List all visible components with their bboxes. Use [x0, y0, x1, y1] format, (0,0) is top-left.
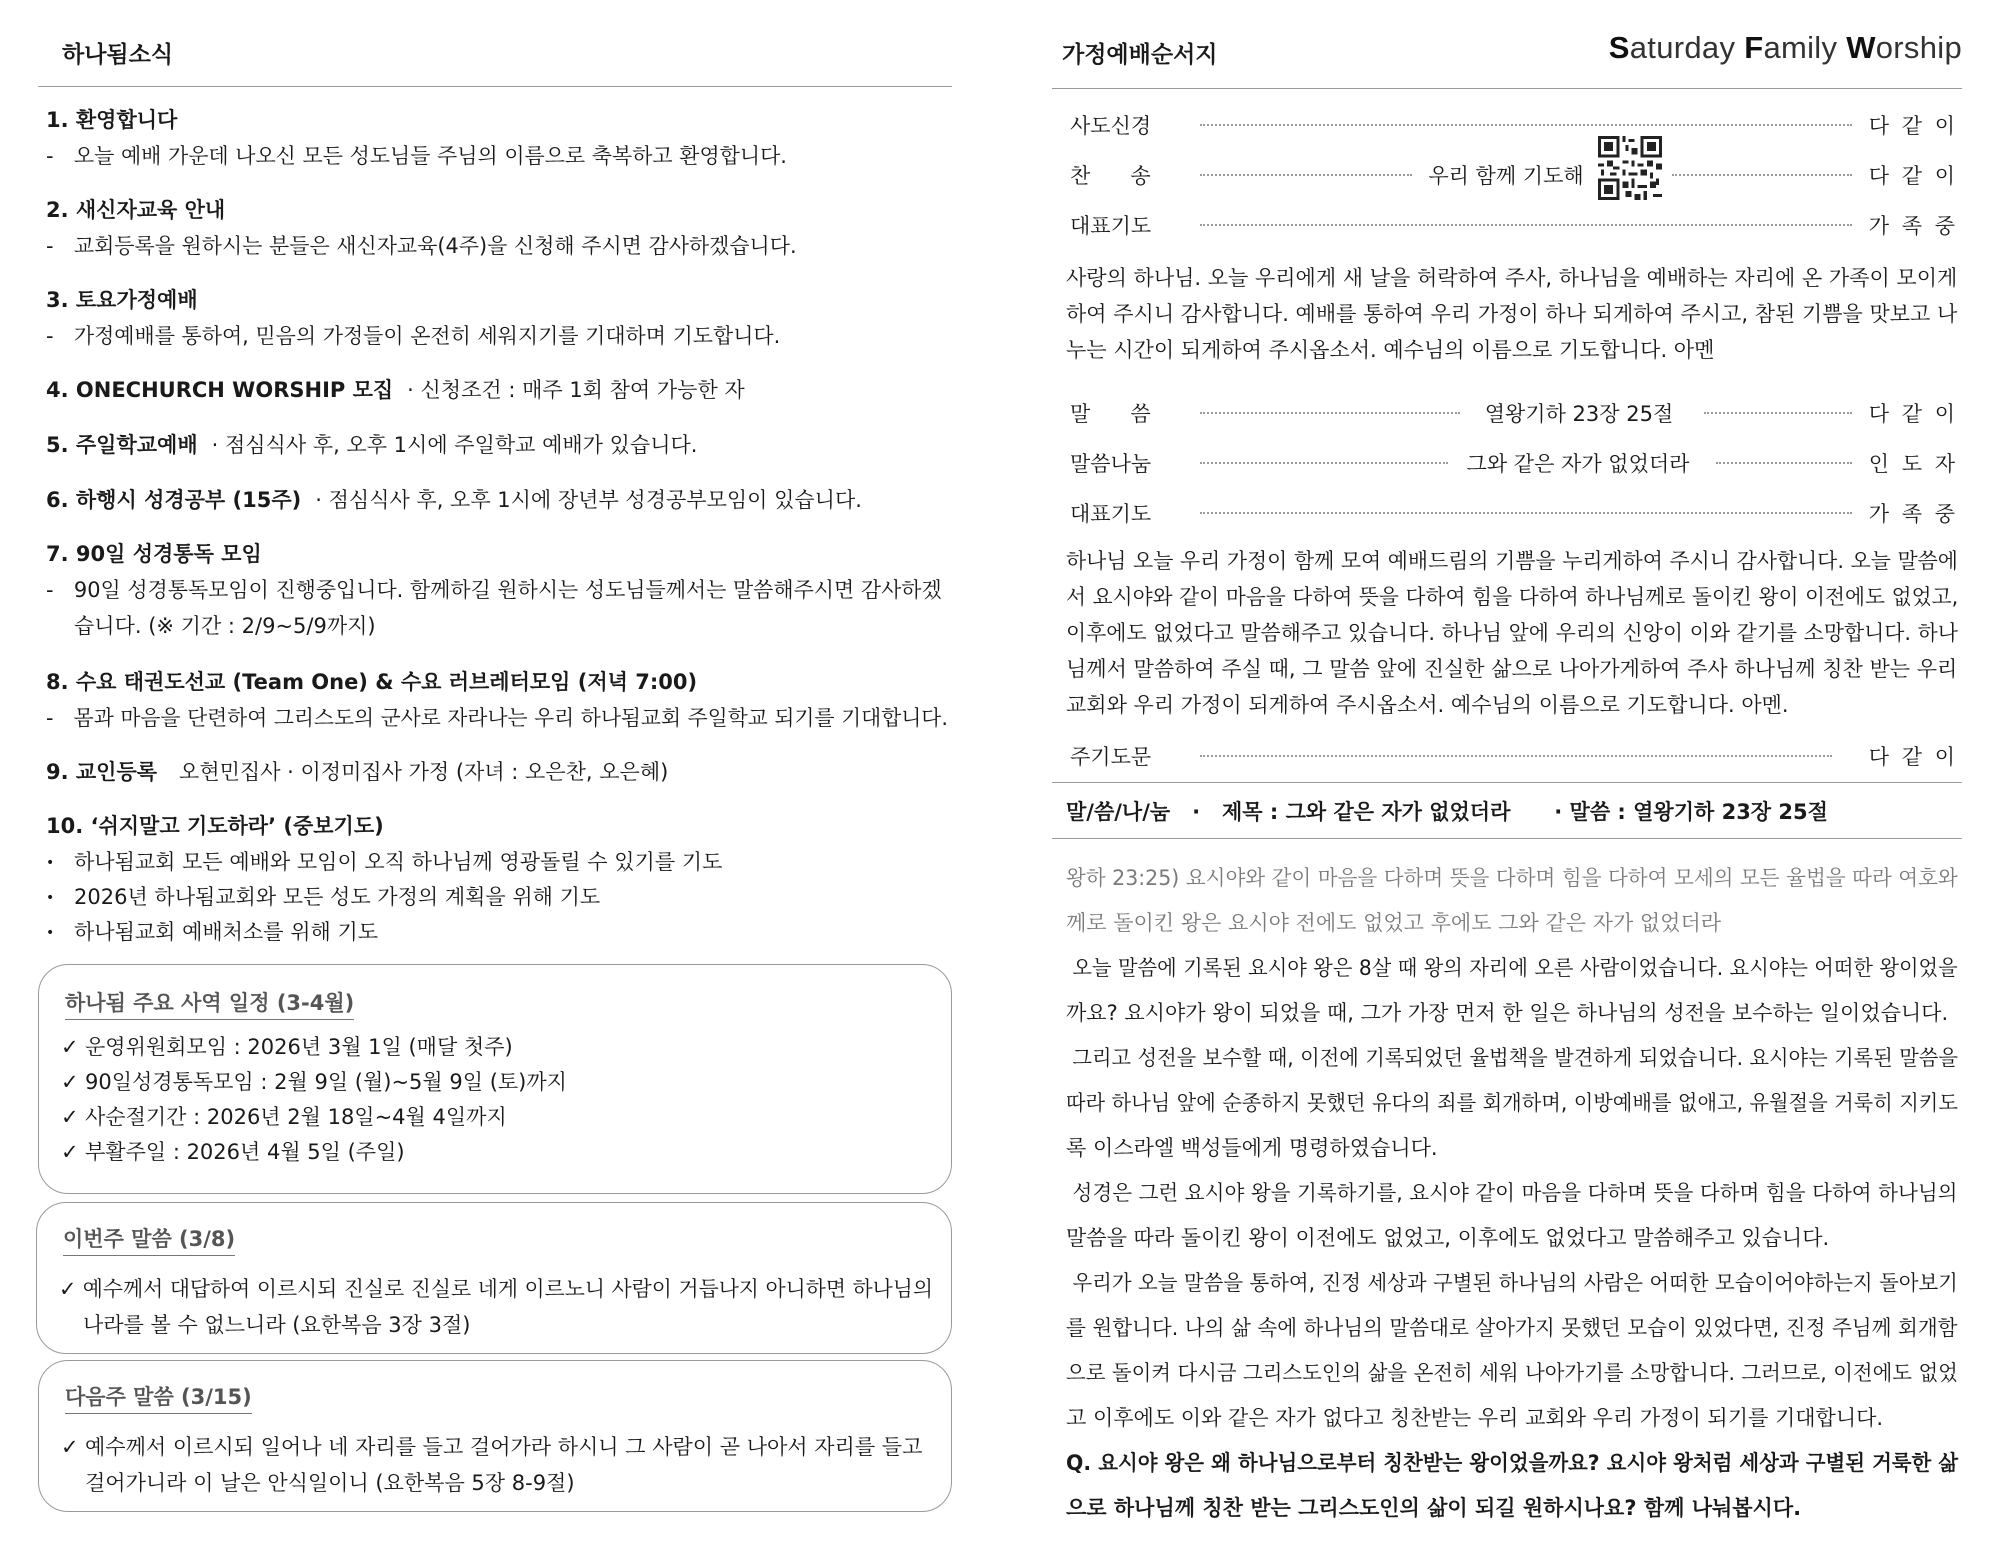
notice-title-4: 4. ONECHURCH WORSHIP 모집 · 신청조건 : 매주 1회 참여 가능한 자: [46, 378, 745, 402]
schedule-item: ✓ 90일성경통독모임 : 2월 9일 (월)~5월 9일 (토)까지: [61, 1070, 567, 1094]
notice-title-7: 7. 90일 성경통독 모임: [46, 542, 262, 566]
notice-title-8: 8. 수요 태권도선교 (Team One) & 수요 러브레터모임 (저녁 7:00): [46, 670, 698, 694]
sermon-body-line: 그리고 성전을 보수할 때, 이전에 기록되었던 율법책을 발견하게 되었습니다. 요시야는 기록된 말씀을: [1066, 1046, 1958, 1070]
prayer-1-line: 하여 주시니 감사합니다. 예배를 통하여 우리 가정이 하나 되게하여 주시고, 참된 기쁨을 맛보고 나: [1066, 302, 1958, 326]
verse-line: 왕하 23:25) 요시야와 같이 마음을 다하며 뜻을 다하며 힘을 다하여 모세의 모든 율법을 따라 여호와: [1066, 866, 1958, 890]
notice-title-2: 2. 새신자교육 안내: [46, 198, 226, 222]
qr-code-icon[interactable]: [1598, 136, 1662, 200]
check-icon: ✓: [61, 1035, 79, 1059]
this-week-verse-title: 이번주 말씀 (3/8): [63, 1223, 235, 1256]
check-icon: ✓: [61, 1105, 79, 1129]
sermon-body-line: 를 원합니다. 나의 삶 속에 하나님의 말씀대로 살아가지 못했던 모습이 있었다면, 진정 주님께 회개함: [1066, 1316, 1958, 1340]
sermon-body-line: 록 이스라엘 백성들에게 명령하였습니다.: [1066, 1136, 1438, 1160]
sermon-body-line: 오늘 말씀에 기록된 요시야 왕은 8살 때 왕의 자리에 오른 사람이었습니다. 요시야는 어떠한 왕이었을: [1066, 956, 1958, 980]
sermon-body-line: 성경은 그런 요시야 왕을 기록하기를, 요시야 같이 마음을 다하며 뜻을 다하며 힘을 다하여 하나님의: [1066, 1181, 1958, 1205]
right-page-title: 가정예배순서지: [1062, 42, 1218, 68]
this-week-verse-cont: 나라를 볼 수 없느니라 (요한복음 3장 3절): [83, 1313, 471, 1337]
left-page-title: 하나됨소식: [62, 42, 174, 68]
order-row-sermon-sharing: 말씀나눔 그와 같은 자가 없었더라 인 도 자: [1070, 452, 1958, 476]
prayer-bullet: • 하나됨교회 예배처소를 위해 기도: [46, 920, 379, 944]
section-divider: [1052, 782, 1962, 783]
left-page: [38, 0, 952, 1544]
notice-cont-7: 습니다. (※ 기간 : 2/9~5/9까지): [74, 614, 376, 638]
schedule-box: [38, 964, 952, 1194]
prayer-2-line: 서 요시야와 같이 마음을 다하여 뜻을 다하여 힘을 다하여 하나님께로 돌이킨 왕이 이전에도 없었고,: [1066, 585, 1959, 609]
notice-title-10: 10. ‘쉬지말고 기도하라’ (중보기도): [46, 814, 384, 838]
prayer-2-line: 이후에도 없었다고 말씀해주고 있습니다. 하나님 앞에 우리의 신앙이 이와 같기를 소망합니다. 하나: [1066, 621, 1958, 645]
sermon-body-line: 따라 하나님 앞에 순종하지 못했던 유다의 죄를 회개하며, 이방예배를 없애고, 유월절을 거룩히 지키도: [1066, 1091, 1958, 1115]
this-week-verse-text: ✓ 예수께서 대답하여 이르시되 진실로 진실로 네게 이르노니 사람이 거듭나지 아니하면 하나님의: [59, 1277, 933, 1301]
notice-line-7: - 90일 성경통독모임이 진행중입니다. 함께하길 원하시는 성도님들께서는 말씀해주시면 감사하겠: [46, 578, 942, 602]
prayer-2-line: 교회와 우리 가정이 되게하여 주시옵소서. 예수님의 이름으로 기도합니다. 아멘.: [1066, 693, 1789, 717]
sermon-body-line: 고 이후에도 이와 같은 자가 없다고 칭찬받는 우리 교회와 우리 가정이 되기를 기대합니다.: [1066, 1406, 1884, 1430]
notice-title-5: 5. 주일학교예배 · 점심식사 후, 오후 1시에 주일학교 예배가 있습니다.: [46, 433, 698, 457]
schedule-item: ✓ 운영위원회모임 : 2026년 3월 1일 (매달 첫주): [61, 1035, 513, 1059]
verse-line: 께로 돌이킨 왕은 요시야 전에도 없었고 후에도 그와 같은 자가 없었더라: [1066, 911, 1722, 935]
notice-line-2: - 교회등록을 원하시는 분들은 새신자교육(4주)을 신청해 주시면 감사하겠습니다.: [46, 234, 797, 258]
notice-title-9: 9. 교인등록 오현민집사 · 이정미집사 가정 (자녀 : 오은찬, 오은혜): [46, 760, 669, 784]
check-icon: ✓: [61, 1435, 79, 1459]
notice-title-6: 6. 하행시 성경공부 (15주) · 점심식사 후, 오후 1시에 장년부 성경공부모임이 있습니다.: [46, 488, 862, 512]
sermon-body-line: 까요? 요시야가 왕이 되었을 때, 그가 가장 먼저 한 일은 하나님의 성전을 보수하는 일이었습니다.: [1066, 1001, 1949, 1025]
check-icon: ✓: [61, 1070, 79, 1094]
header-divider: [1052, 88, 1962, 89]
sermon-header: 말/씀/나/눔 · 제목 : 그와 같은 자가 없었더라 · 말씀 : 열왕기하 23장 25절: [1066, 800, 1828, 824]
prayer-1-line: 사랑의 하나님. 오늘 우리에게 새 날을 허락하여 주사, 하나님을 예배하는 자리에 온 가족이 모이게: [1066, 266, 1958, 290]
prayer-2-line: 님께서 말씀하여 주실 때, 그 말씀 앞에 진실한 삶으로 나아가게하여 주사 하나님께 칭찬 받는 우리: [1066, 657, 1958, 681]
saturday-family-worship-title: Saturday Family Worship: [1608, 30, 1962, 65]
prayer-1-line: 누는 시간이 되게하여 주시옵소서. 예수님의 이름으로 기도합니다. 아멘: [1066, 338, 1715, 362]
prayer-2-line: 하나님 오늘 우리 가정이 함께 모여 예배드림의 기쁨을 누리게하여 주시니 감사합니다. 오늘 말씀에: [1066, 549, 1958, 573]
prayer-bullet: • 2026년 하나됨교회와 모든 성도 가정의 계획을 위해 기도: [46, 885, 601, 909]
schedule-item: ✓ 사순절기간 : 2026년 2월 18일~4월 4일까지: [61, 1105, 507, 1129]
notice-line-3: - 가정예배를 통하여, 믿음의 가정들이 온전히 세워지기를 기대하며 기도합니다.: [46, 324, 781, 348]
notice-title-3: 3. 토요가정예배: [46, 288, 198, 312]
next-week-verse-cont: 걸어가니라 이 날은 안식일이니 (요한복음 5장 8-9절): [85, 1471, 575, 1495]
next-week-verse-title: 다음주 말씀 (3/15): [65, 1381, 252, 1414]
sermon-body-line: 말씀을 따라 돌이킨 왕이 이전에도 없었고, 이후에도 없었다고 말씀해주고 있습니다.: [1066, 1226, 1830, 1250]
check-icon: ✓: [61, 1140, 79, 1164]
schedule-item: ✓ 부활주일 : 2026년 4월 5일 (주일): [61, 1140, 405, 1164]
order-row-prayer: 대표기도 가 족 중: [1070, 214, 1958, 238]
order-row-apostles-creed: 사도신경 다 같 이: [1070, 114, 1958, 138]
right-page: [1052, 0, 1962, 1544]
notice-title-1: 1. 환영합니다: [46, 108, 178, 132]
next-week-verse-box: [38, 1360, 952, 1512]
check-icon: ✓: [59, 1277, 77, 1301]
this-week-verse-box: [36, 1202, 952, 1354]
header-divider: [38, 86, 952, 87]
notice-line-1: - 오늘 예배 가운데 나오신 모든 성도님들 주님의 이름으로 축복하고 환영합니다.: [46, 144, 787, 168]
discussion-question: 으로 하나님께 칭찬 받는 그리스도인의 삶이 되길 원하시나요? 함께 나눠봅시다.: [1066, 1496, 1802, 1520]
discussion-question: Q. 요시야 왕은 왜 하나님으로부터 칭찬받는 왕이었을까요? 요시야 왕처럼 세상과 구별된 거룩한 삶: [1066, 1451, 1959, 1475]
schedule-box-title: 하나됨 주요 사역 일정 (3-4월): [65, 987, 354, 1020]
order-row-scripture: 말 씀 열왕기하 23장 25절 다 같 이: [1070, 402, 1958, 426]
next-week-verse-text: ✓ 예수께서 이르시되 일어나 네 자리를 들고 걸어가라 하시니 그 사람이 곧 나아서 자리를 들고: [61, 1435, 923, 1459]
section-divider: [1052, 838, 1962, 839]
order-row-lords-prayer: 주기도문 다 같 이: [1070, 745, 1958, 769]
order-row-hymn: 찬 송 우리 함께 기도해 다 같 이: [1070, 164, 1958, 188]
order-row-prayer-2: 대표기도 가 족 중: [1070, 502, 1958, 526]
sermon-body-line: 우리가 오늘 말씀을 통하여, 진정 세상과 구별된 하나님의 사람은 어떠한 모습이어야하는지 돌아보기: [1066, 1271, 1958, 1295]
sermon-body-line: 으로 돌이켜 다시금 그리스도인의 삶을 온전히 세워 나아가기를 소망합니다. 그러므로, 이전에도 없었: [1066, 1361, 1958, 1385]
notice-line-8: - 몸과 마음을 단련하여 그리스도의 군사로 자라나는 우리 하나됨교회 주일학교 되기를 기대합니다.: [46, 706, 948, 730]
prayer-bullet: • 하나됨교회 모든 예배와 모임이 오직 하나님께 영광돌릴 수 있기를 기도: [46, 850, 723, 874]
